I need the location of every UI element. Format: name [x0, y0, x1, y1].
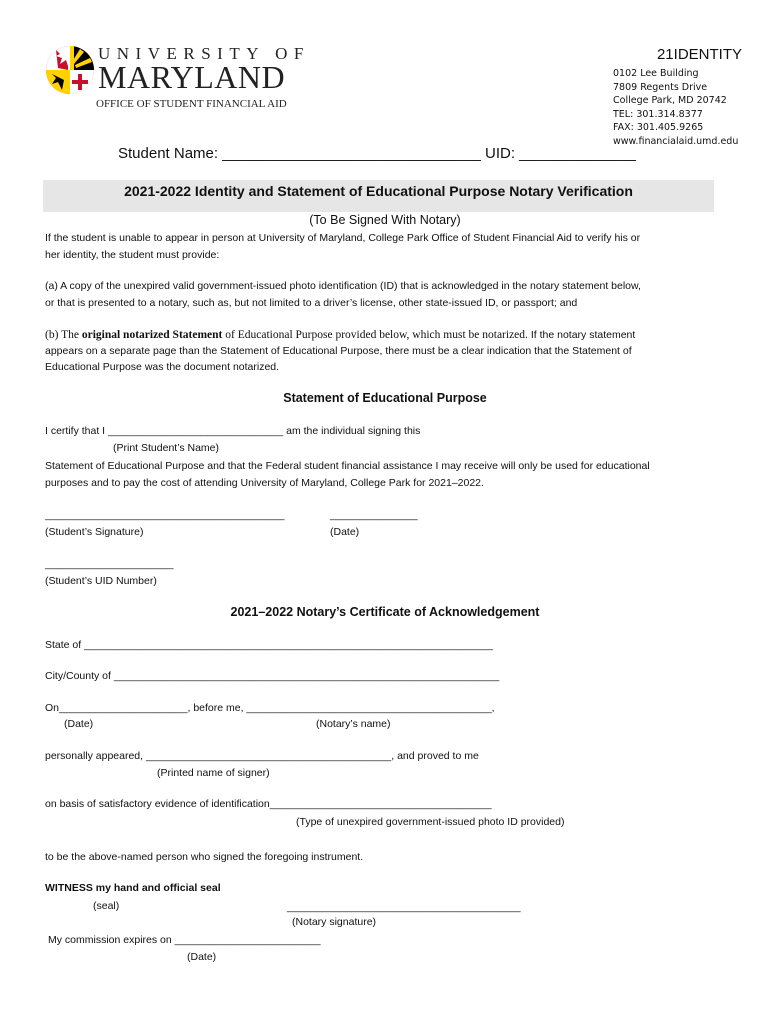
intro-paragraph	[45, 231, 725, 263]
requirement-b-mid: of Educational Purpose provided below, which must be notarized.	[222, 329, 528, 341]
print-name-label: (Print Student’s Name)	[113, 442, 220, 454]
phone: TEL: 301.314.8377	[613, 108, 703, 120]
commission-date-label: (Date)	[187, 951, 217, 963]
form-title: 2021-2022 Identity and Statement of Educational Purpose Notary Verification	[124, 183, 633, 199]
requirement-b-line	[45, 327, 725, 343]
notary-heading: 2021–2022 Notary’s Certificate of Acknowledgement	[230, 605, 540, 619]
maryland-flag-logo	[44, 44, 96, 96]
evidence-line[interactable]: on basis of satisfactory evidence of identification______________________________________	[45, 798, 492, 810]
county-line[interactable]: City/County of __________________________________________________________________	[45, 670, 500, 682]
requirement-a-line: (a) A copy of the unexpired valid government-issued photo identification (ID) that is acknowledged in the notary statement below,	[45, 280, 641, 292]
witness-text: WITNESS my hand and official seal	[45, 882, 221, 894]
above-named-text: to be the above-named person who signed the foregoing instrument.	[45, 851, 364, 863]
certify-line[interactable]: I certify that I ______________________________ am the individual signing this	[45, 425, 421, 437]
requirement-b-line: Educational Purpose was the document notarized.	[45, 361, 280, 373]
document-code: 21IDENTITY	[656, 46, 742, 63]
requirement-b-line: appears on a separate page than the Statement of Educational Purpose, there must be a clear indication that the Statement of	[45, 345, 632, 357]
student-uid-line[interactable]: ______________________	[45, 558, 174, 570]
student-signature-line[interactable]: _________________________________________	[45, 509, 285, 521]
student-name-uid-line[interactable]: Student Name: _______________________________ UID: ______________	[118, 145, 636, 162]
website: www.financialaid.umd.edu	[613, 135, 739, 147]
personally-appeared-line[interactable]: personally appeared, __________________________________________, and proved to me	[45, 750, 479, 762]
commission-expires-line[interactable]: My commission expires on _________________________	[48, 934, 321, 946]
notary-signature-line[interactable]: ________________________________________	[287, 901, 521, 913]
address-line: 7809 Regents Drive	[613, 81, 708, 93]
requirement-b	[45, 327, 725, 375]
address-block	[613, 67, 738, 148]
statement-body-line: Statement of Educational Purpose and that the Federal student financial assistance I may receive will only be used for educational	[45, 460, 650, 472]
student-date-line[interactable]: _______________	[330, 509, 418, 521]
student-uid-label: (Student’s UID Number)	[45, 575, 157, 587]
requirement-a	[45, 279, 725, 311]
printed-name-label: (Printed name of signer)	[157, 767, 270, 779]
student-date-label: (Date)	[330, 526, 360, 538]
requirement-b-bold: original notarized Statement	[81, 329, 223, 341]
evidence-label: (Type of unexpired government-issued photo ID provided)	[296, 816, 565, 828]
state-line[interactable]: State of ______________________________________________________________________	[45, 639, 493, 651]
requirement-b-rest: If the notary statement	[527, 329, 636, 341]
student-signature-label: (Student’s Signature)	[45, 526, 144, 538]
office-name: OFFICE OF STUDENT FINANCIAL AID	[96, 98, 287, 110]
notary-signature-label: (Notary signature)	[292, 916, 377, 928]
requirement-a-line: or that is presented to a notary, such as, but not limited to a driver’s license, other state-issued ID, or passport; and	[45, 297, 578, 309]
address-line: 0102 Lee Building	[613, 68, 699, 79]
statement-heading: Statement of Educational Purpose	[283, 391, 487, 405]
on-date-notary-line[interactable]: On______________________, before me, __________________________________________,	[45, 702, 495, 714]
form-subtitle: (To Be Signed With Notary)	[309, 213, 461, 227]
notary-name-label: (Notary’s name)	[316, 718, 391, 730]
statement-body-line: purposes and to pay the cost of attending University of Maryland, College Park for 2021–2022.	[45, 477, 484, 489]
address-line: College Park, MD 20742	[613, 95, 727, 106]
fax: FAX: 301.405.9265	[613, 122, 704, 133]
requirement-b-prefix: (b) The	[45, 329, 82, 341]
on-date-label: (Date)	[64, 718, 94, 730]
seal-label: (seal)	[93, 900, 120, 912]
university-name-line1: UNIVERSITY OF	[98, 44, 310, 63]
intro-line: her identity, the student must provide:	[45, 249, 220, 261]
intro-line: If the student is unable to appear in person at University of Maryland, College Park Office of Student Financial Aid to verify his or	[45, 232, 641, 244]
university-name-line2: MARYLAND	[98, 59, 286, 95]
